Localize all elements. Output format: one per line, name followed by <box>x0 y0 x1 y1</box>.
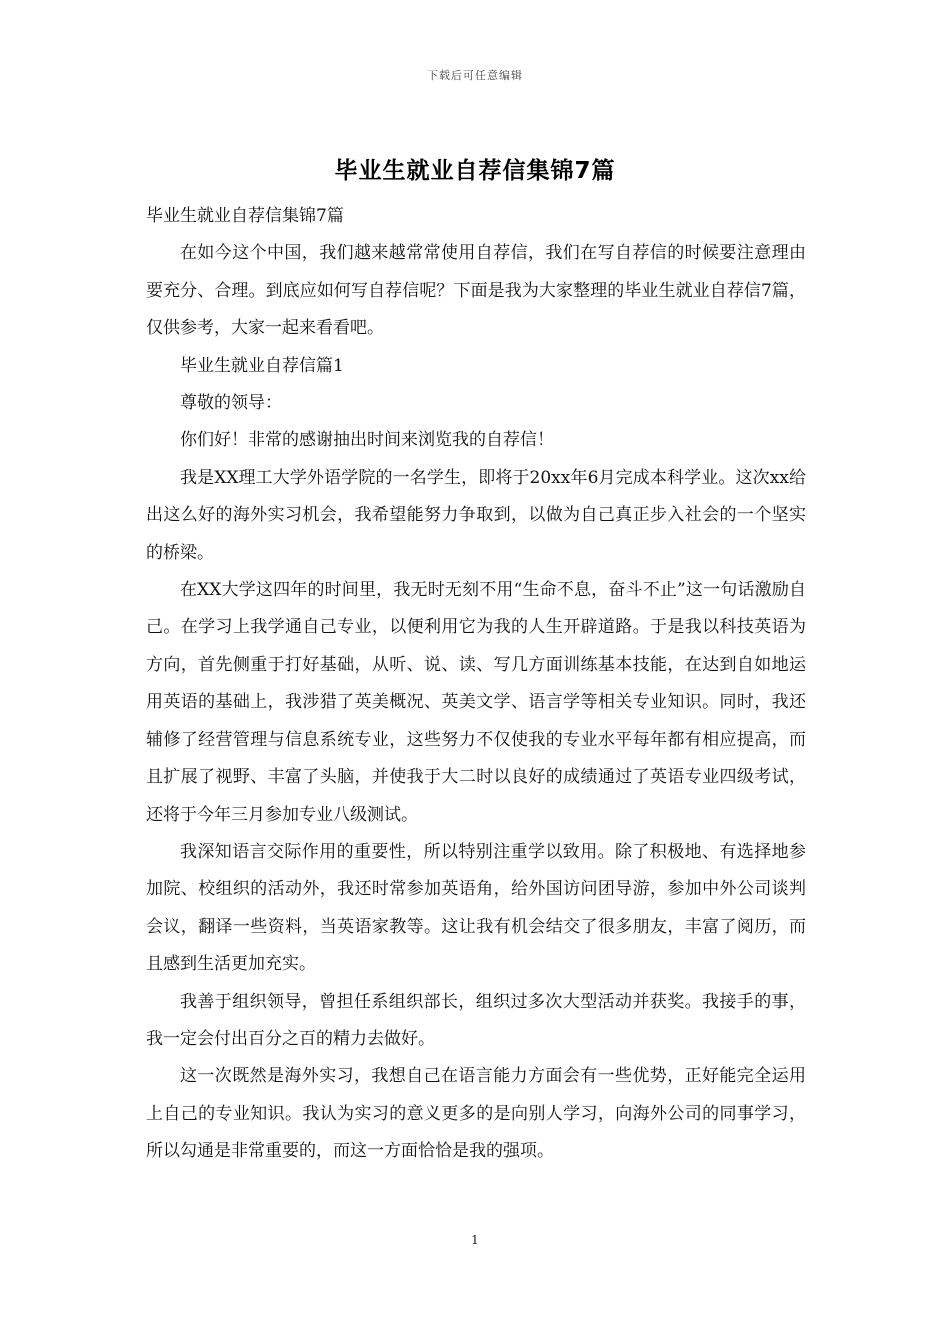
body-paragraph: 在XX大学这四年的时间里，我无时无刻不用“生命不息，奋斗不止”这一句话激励自己。在学习上我学通自己专业，以便利用它为我的人生开辟道路。于是我以科技英语为方向，首先侧重于打好基础，从听、说、读、写几方面训练基本技能，在达到自如地运用英语的基础上，我涉猎了英美概况、英美文学、语言学等相关专业知识。同时，我还辅修了经营管理与信息系统专业，这些努力不仅使我的专业水平每年都有相应提高，而且扩展了视野、丰富了头脑，并使我于大二时以良好的成绩通过了英语专业四级考试，还将于今年三月参加专业八级测试。 <box>146 580 806 825</box>
document-body <box>146 198 806 1171</box>
header-note: 下载后可任意编辑 <box>427 69 523 82</box>
subtitle-paragraph: 毕业生就业自荐信集锦7篇 <box>146 206 344 226</box>
body-paragraph: 这一次既然是海外实习，我想自己在语言能力方面会有一些优势，正好能完全运用上自己的专业知识。我认为实习的意义更多的是向别人学习，向海外公司的同事学习，所以勾通是非常重要的，而这一方面恰恰是我的强项。 <box>146 1066 806 1162</box>
salutation: 尊敬的领导： <box>180 393 282 414</box>
document-title: 毕业生就业自荐信集锦7篇 <box>334 158 616 184</box>
body-paragraph: 我善于组织领导，曾担任系组织部长，组织过多次大型活动并获奖。我接手的事，我一定会付出百分之百的精力去做好。 <box>146 991 806 1049</box>
body-paragraph: 我是XX理工大学外语学院的一名学生，即将于20xx年6月完成本科学业。这次xx给出这么好的海外实习机会，我希望能努力争取到，以做为自己真正步入社会的一个坚实的桥梁。 <box>146 467 806 563</box>
intro-paragraph: 在如今这个中国，我们越来越常常使用自荐信，我们在写自荐信的时候要注意理由要充分、合理。到底应如何写自荐信呢？下面是我为大家整理的毕业生就业自荐信7篇，仅供参考，大家一起来看看吧。 <box>146 243 806 339</box>
greeting-paragraph: 你们好！非常的感谢抽出时间来浏览我的自荐信！ <box>180 430 554 451</box>
section-heading: 毕业生就业自荐信篇1 <box>180 355 344 376</box>
page-number: 1 <box>471 1233 479 1247</box>
body-paragraph: 我深知语言交际作用的重要性，所以特别注重学以致用。除了积极地、有选择地参加院、校组织的活动外，我还时常参加英语角，给外国访问团导游，参加中外公司谈判会议，翻译一些资料，当英语家教等。这让我有机会结交了很多朋友，丰富了阅历，而且感到生活更加充实。 <box>146 841 806 975</box>
